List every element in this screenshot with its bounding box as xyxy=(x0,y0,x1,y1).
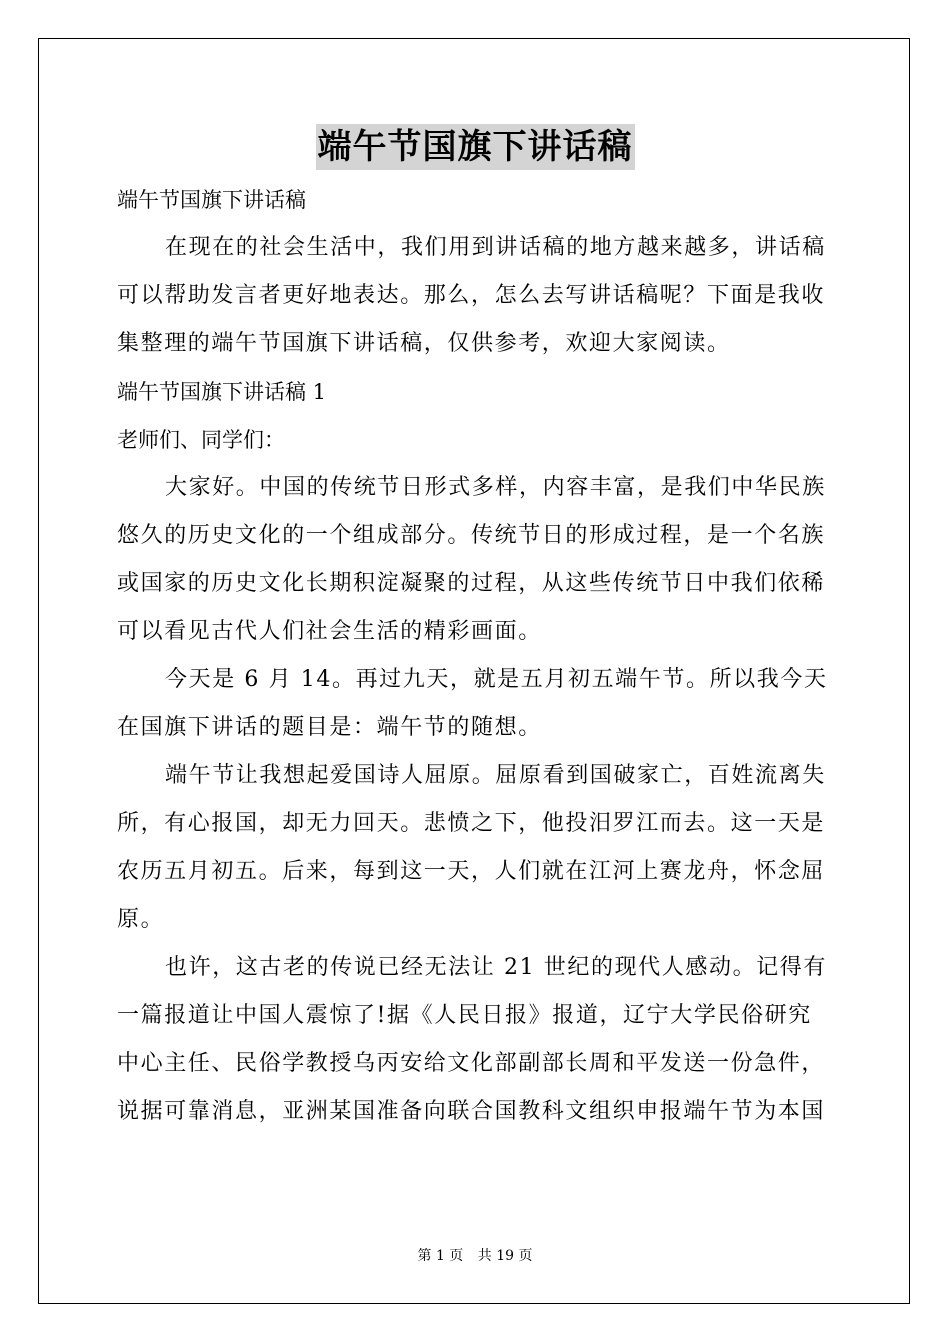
page-total: 共 19 页 xyxy=(477,1248,533,1264)
paragraph-line: 或国家的历史文化长期积淀凝聚的过程，从这些传统节日中我们依稀 xyxy=(117,571,826,596)
document-title: 端午节国旗下讲话稿 xyxy=(316,124,635,170)
title-container xyxy=(0,124,950,170)
paragraph-line: 悠久的历史文化的一个组成部分。传统节日的形成过程，是一个名族 xyxy=(117,523,826,548)
paragraph-line: 也许，这古老的传说已经无法让 21 世纪的现代人感动。记得有 xyxy=(165,955,827,980)
paragraph-line: 农历五月初五。后来，每到这一天，人们就在江河上赛龙舟，怀念屈 xyxy=(117,859,826,884)
page-footer xyxy=(0,1247,950,1265)
paragraph-line: 大家好。中国的传统节日形式多样，内容丰富，是我们中华民族 xyxy=(165,475,826,500)
paragraph-line: 在现在的社会生活中，我们用到讲话稿的地方越来越多，讲话稿 xyxy=(165,235,826,260)
paragraph-line: 在国旗下讲话的题目是：端午节的随想。 xyxy=(117,715,542,740)
paragraph-line: 今天是 6 月 14。再过九天，就是五月初五端午节。所以我今天 xyxy=(165,667,828,692)
salutation-line: 老师们、同学们： xyxy=(117,428,285,452)
paragraph-line: 端午节让我想起爱国诗人屈原。屈原看到国破家亡，百姓流离失 xyxy=(165,763,826,788)
paragraph-line: 可以看见古代人们社会生活的精彩画面。 xyxy=(117,619,542,644)
paragraph-line: 说据可靠消息，亚洲某国准备向联合国教科文组织申报端午节为本国 xyxy=(117,1099,826,1124)
paragraph-line: 一篇报道让中国人震惊了!据《人民日报》报道，辽宁大学民俗研究 xyxy=(117,1003,812,1028)
document-body xyxy=(117,176,837,1136)
paragraph-line: 原。 xyxy=(117,907,165,932)
page-number: 第 1 页 xyxy=(417,1248,464,1264)
paragraph-line: 集整理的端午节国旗下讲话稿，仅供参考，欢迎大家阅读。 xyxy=(117,331,731,356)
section-heading: 端午节国旗下讲话稿 1 xyxy=(117,380,327,404)
paragraph-line: 中心主任、民俗学教授乌丙安给文化部副部长周和平发送一份急件， xyxy=(117,1051,826,1076)
paragraph-line: 可以帮助发言者更好地表达。那么，怎么去写讲话稿呢？下面是我收 xyxy=(117,283,826,308)
subtitle-line: 端午节国旗下讲话稿 xyxy=(117,188,306,212)
paragraph-line: 所，有心报国，却无力回天。悲愤之下，他投汨罗江而去。这一天是 xyxy=(117,811,826,836)
